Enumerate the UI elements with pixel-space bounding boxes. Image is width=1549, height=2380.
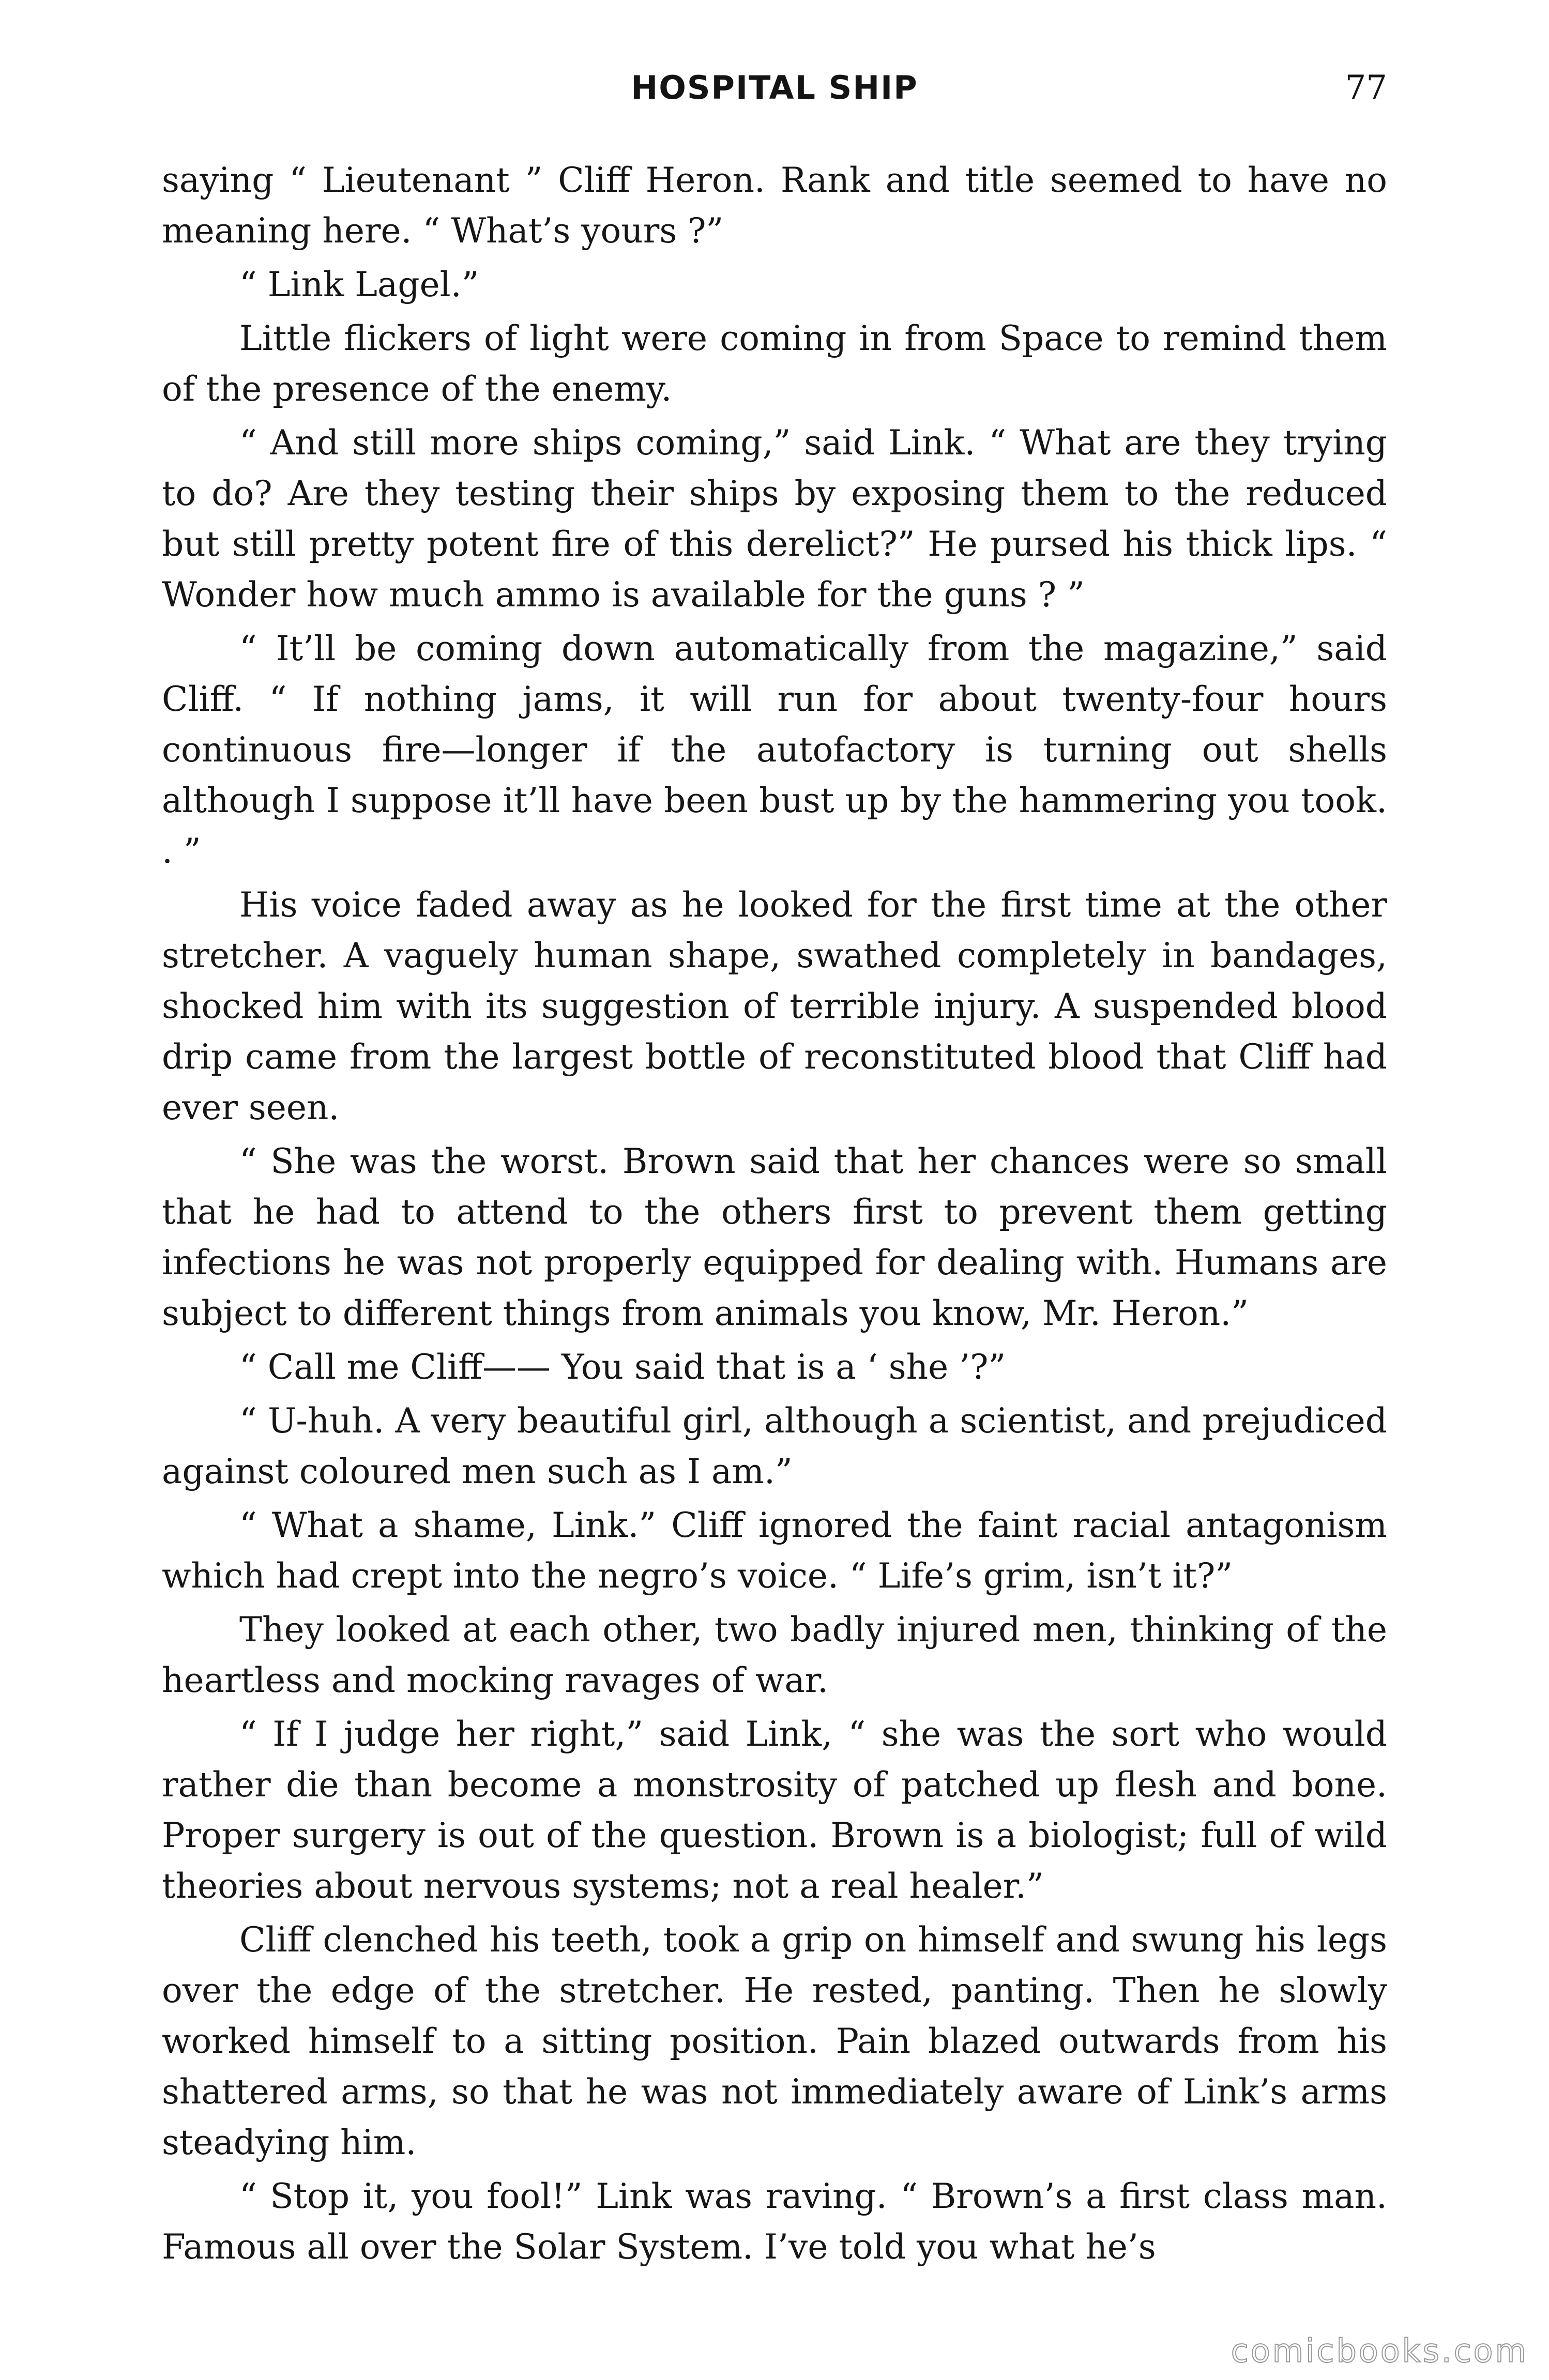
paragraph-4: “ And still more ships coming,” said Link. “ What are they trying to do? Are they testing their ships by exposing them to the reduced but still pretty potent fire of this derelict?” He pursed his thick lips. “ Wonder how much ammo is available for the guns ? ”: [162, 423, 1387, 615]
paragraph-13: Cliff clenched his teeth, took a grip on himself and swung his legs over the edge of the stretcher. He rested, panting. Then he slowly worked himself to a sitting position. Pain blazed outwards from his shattered arms, so that he was not immediately aware of Link’s arms steadying him.: [162, 1920, 1387, 2162]
body-text: [162, 155, 1387, 2276]
watermark: comicbooks.com: [1231, 2332, 1528, 2370]
paragraph-3: Little flickers of light were coming in from Space to remind them of the presence of the enemy.: [162, 318, 1387, 409]
paragraph-14: “ Stop it, you fool!” Link was raving. “ Brown’s a first class man. Famous all over the Solar System. I’ve told you what he’s: [162, 2176, 1387, 2267]
running-head: [162, 65, 1387, 111]
paragraph-11: They looked at each other, two badly injured men, thinking of the heartless and mocking ravages of war.: [162, 1610, 1387, 1700]
running-title: HOSPITAL SHIP: [631, 69, 918, 106]
paragraph-10: “ What a shame, Link.” Cliff ignored the faint racial antagonism which had crept into the negro’s voice. “ Life’s grim, isn’t it?”: [162, 1505, 1387, 1596]
page-number: 77: [1345, 69, 1387, 107]
paragraph-2: “ Link Lagel.”: [239, 265, 479, 304]
paragraph-6: His voice faded away as he looked for the first time at the other stretcher. A vaguely human shape, swathed completely in bandages, shocked him with its suggestion of terrible injury. A suspended blood drip came from the largest bottle of reconstituted blood that Cliff had ever seen.: [162, 885, 1387, 1127]
paragraph-5: “ It’ll be coming down automatically from the magazine,” said Cliff. “ If nothing jams, it will run for about twenty-four hours continuous fire—longer if the autofactory is turning out shells although I suppose it’ll have been bust up by the hammering you took. . ”: [162, 629, 1387, 871]
paragraph-7: “ She was the worst. Brown said that her chances were so small that he had to attend to the others first to prevent them getting infections he was not properly equipped for dealing with. Humans are subject to different things from animals you know, Mr. Heron.”: [162, 1141, 1387, 1333]
paragraph-12: “ If I judge her right,” said Link, “ she was the sort who would rather die than become a monstrosity of patched up flesh and bone. Proper surgery is out of the question. Brown is a biologist; full of wild theories about nervous systems; not a real healer.”: [162, 1714, 1387, 1906]
paragraph-1: saying “ Lieutenant ” Cliff Heron. Rank and title seemed to have no meaning here. “ What’s yours ?”: [162, 160, 1387, 251]
paragraph-8: “ Call me Cliff—— You said that is a ‘ she ’?”: [239, 1347, 1006, 1387]
paragraph-9: “ U-huh. A very beautiful girl, although a scientist, and prejudiced against coloured men such as I am.”: [162, 1401, 1387, 1491]
